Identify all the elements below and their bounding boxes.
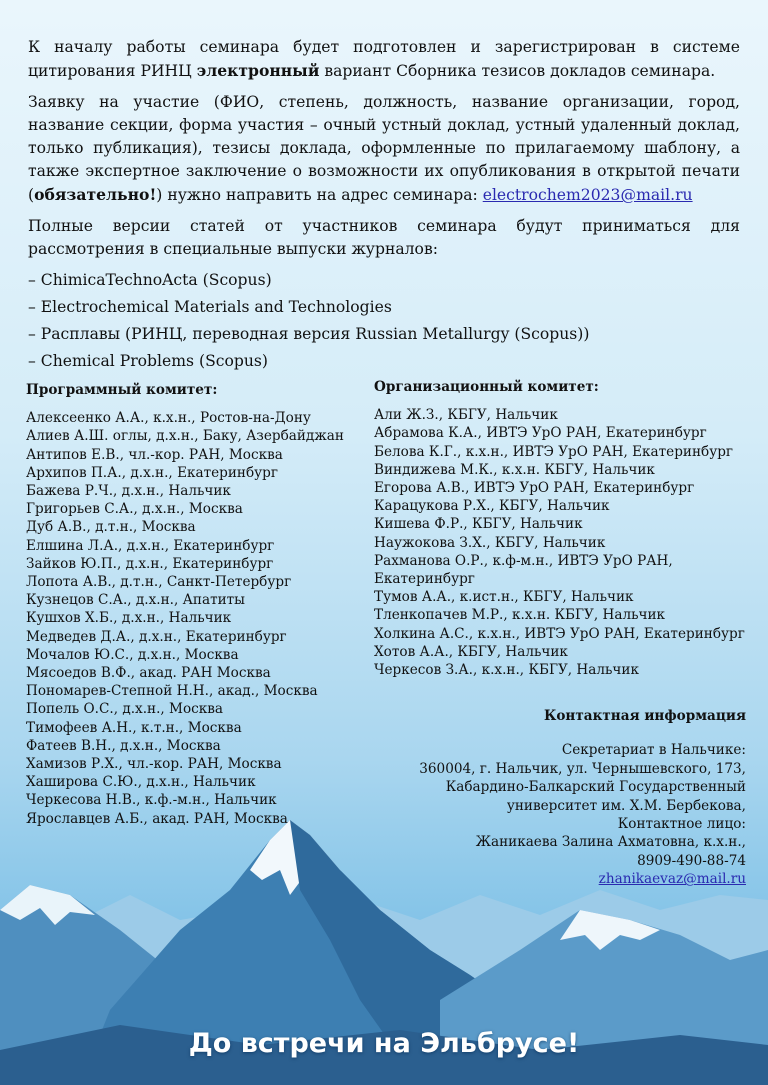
contact-line: Секретариат в Нальчике: bbox=[561, 742, 746, 759]
committee-member: Зайков Ю.П., д.х.н., Екатеринбург bbox=[26, 555, 274, 572]
committee-member: Попель О.С., д.х.н., Москва bbox=[26, 701, 224, 718]
intro-bold: электронный bbox=[196, 61, 320, 80]
contact-email-link[interactable]: zhanikaevaz@mail.ru bbox=[598, 871, 746, 888]
contact-line: 8909-490-88-74 bbox=[637, 852, 746, 869]
contact-line: 360004, г. Нальчик, ул. Чернышевского, 173, bbox=[419, 760, 746, 777]
seminar-email-link[interactable]: electrochem2023@mail.ru bbox=[482, 186, 693, 204]
slogan: До встречи на Эльбрусе! bbox=[188, 1028, 580, 1059]
journal-item: – ChimicaTechnoActa (Scopus) bbox=[28, 271, 272, 289]
contact-line: Кабардино-Балкарский Государственный bbox=[445, 779, 746, 796]
intro-text: Заявку на участие (ФИО, степень, должность, название организации, город, название секции, форма участия – очный устный доклад, устный удаленный доклад, только публикация), тезисы доклада, оформленные по прилагаемому шаблону, а также экспертное заключение о возможности их опубликования в открытой печати ( bbox=[28, 93, 740, 204]
committee-member: Тленкопачев М.Р., к.х.н. КБГУ, Нальчик bbox=[374, 607, 666, 624]
committee-member: Алексеенко А.А., к.х.н., Ростов-на-Дону bbox=[26, 410, 311, 427]
committee-member: Кушхов Х.Б., д.х.н., Нальчик bbox=[26, 610, 232, 627]
committee-member: Хотов А.А., КБГУ, Нальчик bbox=[374, 643, 568, 660]
committee-member: Тимофеев А.Н., к.т.н., Москва bbox=[26, 719, 242, 736]
committee-member: Али Ж.З., КБГУ, Нальчик bbox=[374, 407, 558, 424]
program-committee bbox=[26, 381, 356, 828]
committee-member: Абрамова К.А., ИВТЭ УрО РАН, Екатеринбург bbox=[374, 425, 707, 442]
committee-member: Кузнецов С.А., д.х.н., Апатиты bbox=[26, 592, 246, 609]
intro-paragraph-1 bbox=[28, 36, 740, 83]
contact-lines bbox=[386, 741, 746, 870]
committee-member: Рахманова О.Р., к.ф-м.н., ИВТЭ УрО РАН, Екатеринбург bbox=[374, 552, 673, 588]
program-committee-list bbox=[26, 409, 356, 828]
contact-info bbox=[386, 707, 746, 889]
intro-paragraph-3: Полные версии статей от участников семинара будут приниматься для рассмотрения в специальные выпуски журналов: bbox=[28, 217, 740, 258]
journal-item: – Chemical Problems (Scopus) bbox=[28, 352, 268, 370]
intro-section bbox=[28, 36, 740, 377]
committee-member: Виндижева М.К., к.х.н. КБГУ, Нальчик bbox=[374, 461, 655, 478]
intro-paragraph-2 bbox=[28, 91, 740, 207]
committee-member: Антипов Е.В., чл.-кор. РАН, Москва bbox=[26, 446, 283, 463]
committee-member: Хаширова С.Ю., д.х.н., Нальчик bbox=[26, 774, 256, 791]
contact-line: Контактное лицо: bbox=[617, 816, 746, 833]
intro-text: вариант Сборника тезисов докладов семинара. bbox=[319, 62, 716, 80]
committee-member: Архипов П.А., д.х.н., Екатеринбург bbox=[26, 464, 278, 481]
program-committee-title: Программный комитет: bbox=[26, 382, 218, 398]
intro-text: ) нужно направить на адрес семинара: bbox=[156, 186, 483, 204]
organizing-committee-list bbox=[374, 406, 754, 679]
committee-member: Григорьев С.А., д.х.н., Москва bbox=[26, 501, 243, 518]
committee-member: Кишева Ф.Р., КБГУ, Нальчик bbox=[374, 516, 583, 533]
journal-item: – Расплавы (РИНЦ, переводная версия Russian Metallurgy (Scopus)) bbox=[28, 325, 590, 343]
committee-member: Дуб А.В., д.т.н., Москва bbox=[26, 519, 196, 536]
committee-member: Пономарев-Степной Н.Н., акад., Москва bbox=[26, 683, 318, 700]
committee-member: Карацукова Р.Х., КБГУ, Нальчик bbox=[374, 498, 610, 515]
committee-member: Холкина А.С., к.х.н., ИВТЭ УрО РАН, Екатеринбург bbox=[374, 625, 745, 642]
committee-member: Фатеев В.Н., д.х.н., Москва bbox=[26, 737, 221, 754]
committee-member: Елшина Л.А., д.х.н., Екатеринбург bbox=[26, 537, 275, 554]
contact-title: Контактная информация bbox=[543, 708, 746, 724]
committee-member: Тумов А.А., к.ист.н., КБГУ, Нальчик bbox=[374, 589, 634, 606]
intro-text: К началу работы семинара будет подготовлен и зарегистрирован в системе цитирования РИНЦ bbox=[28, 38, 740, 80]
committee-member: Черкесова Н.В., к.ф.-м.н., Нальчик bbox=[26, 792, 277, 809]
contact-line: Жаникаева Залина Ахматовна, к.х.н., bbox=[475, 834, 746, 851]
committee-member: Алиев А.Ш. оглы, д.х.н., Баку, Азербайджан bbox=[26, 428, 344, 445]
committee-member: Медведев Д.А., д.х.н., Екатеринбург bbox=[26, 628, 287, 645]
committee-member: Бажева Р.Ч., д.х.н., Нальчик bbox=[26, 483, 231, 500]
organizing-committee-title: Организационный комитет: bbox=[374, 379, 599, 395]
committee-member: Мясоедов В.Ф., акад. РАН Москва bbox=[26, 665, 271, 682]
contact-line: университет им. Х.М. Бербекова, bbox=[506, 797, 746, 814]
committee-member: Ярославцев А.Б., акад. РАН, Москва bbox=[26, 810, 288, 827]
committee-member: Мочалов Ю.С., д.х.н., Москва bbox=[26, 646, 239, 663]
committee-member: Наужокова З.Х., КБГУ, Нальчик bbox=[374, 534, 606, 551]
intro-bold: обязательно! bbox=[34, 185, 157, 204]
committee-member: Егорова А.В., ИВТЭ УрО РАН, Екатеринбург bbox=[374, 480, 695, 497]
journal-item: – Electrochemical Materials and Technologies bbox=[28, 298, 392, 316]
committee-member: Хамизов Р.Х., чл.-кор. РАН, Москва bbox=[26, 756, 282, 773]
committee-member: Черкесов З.А., к.х.н., КБГУ, Нальчик bbox=[374, 662, 639, 679]
committee-member: Лопота А.В., д.т.н., Санкт-Петербург bbox=[26, 574, 292, 591]
organizing-committee bbox=[374, 378, 754, 679]
committee-member: Белова К.Г., к.х.н., ИВТЭ УрО РАН, Екатеринбург bbox=[374, 443, 734, 460]
journal-list bbox=[28, 269, 740, 373]
